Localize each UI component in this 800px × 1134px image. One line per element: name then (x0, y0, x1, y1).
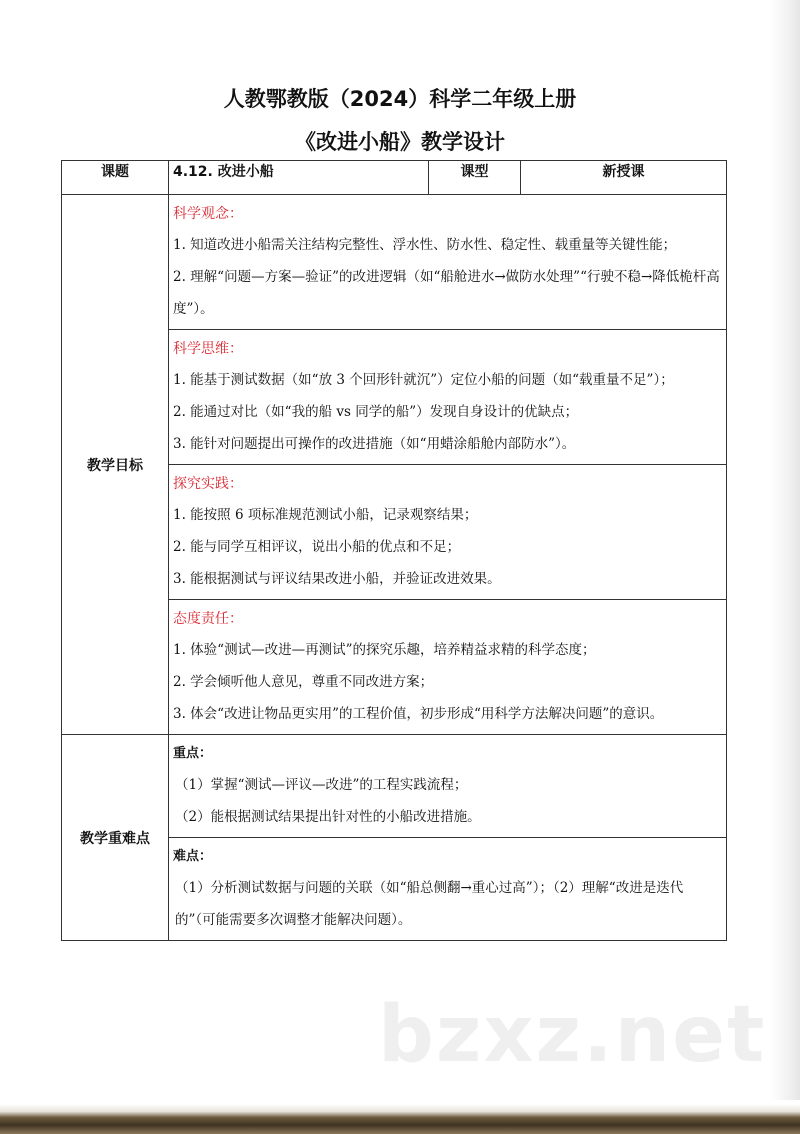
header-row (62, 161, 727, 195)
goals-row (62, 195, 727, 735)
page-edge-shadow (770, 0, 800, 1100)
list-item: 1. 能按照 6 项标准规范测试小船，记录观察结果； (173, 507, 478, 523)
list-item: 3. 体会“改进让物品更实用”的工程价值，初步形成“用科学方法解决问题”的意识。 (173, 706, 664, 722)
list-item: 2. 能通过对比（如“我的船 vs 同学的船”）发现自身设计的优缺点； (173, 404, 579, 420)
list-item: 2. 学会倾听他人意见，尊重不同改进方案； (173, 674, 434, 690)
goal-section-practice (169, 465, 726, 600)
goals-content (169, 195, 727, 735)
lesson-plan-table (61, 160, 727, 941)
keypoint-section-difficulty (169, 838, 726, 940)
goal-section-thinking (169, 330, 726, 465)
keypoint-section-focus (169, 735, 726, 838)
section-title: 科学思维： (173, 341, 243, 357)
list-item: （1）掌握“测试—评议—改进”的工程实践流程； (175, 777, 468, 793)
list-item: 1. 知道改进小船需关注结构完整性、浮水性、防水性、稳定性、载重量等关键性能； (173, 237, 677, 253)
list-item: 1. 体验“测试—改进—再测试”的探究乐趣，培养精益求精的科学态度； (173, 642, 596, 658)
list-item: 2. 理解“问题—方案—验证”的改进逻辑（如“船舱进水→做防水处理”“行驶不稳→降低桅杆高度”）。 (173, 269, 720, 317)
list-item: 1. 能基于测试数据（如“放 3 个回形针就沉”）定位小船的问题（如“载重量不足”）； (173, 372, 674, 388)
goal-section-attitude (169, 600, 726, 734)
keypoints-content (169, 735, 727, 941)
type-value: 新授课 (521, 161, 727, 195)
goals-label: 教学目标 (62, 195, 169, 735)
section-title: 科学观念： (173, 206, 243, 222)
list-item: （1）分析测试数据与问题的关联（如“船总侧翻→重心过高”）；（2）理解“改进是迭代的”（可能需要多次调整才能解决问题）。 (175, 880, 684, 928)
list-item: 2. 能与同学互相评议，说出小船的优点和不足； (173, 539, 461, 555)
section-title: 态度责任： (173, 611, 243, 627)
keypoints-label: 教学重难点 (62, 735, 169, 941)
document-subtitle: 《改进小船》教学设计 (295, 130, 505, 154)
type-label: 课型 (429, 161, 521, 195)
watermark: bzxz.net (378, 990, 767, 1080)
list-item: （2）能根据测试结果提出针对性的小船改进措施。 (175, 809, 481, 825)
background-texture-strip (0, 1104, 800, 1134)
keypoints-row (62, 735, 727, 941)
document-title: 人教鄂教版（2024）科学二年级上册 (223, 87, 577, 111)
section-title: 探究实践： (173, 476, 243, 492)
section-title: 重点： (173, 746, 213, 761)
topic-value: 4.12. 改进小船 (169, 161, 429, 195)
list-item: 3. 能根据测试与评议结果改进小船，并验证改进效果。 (173, 571, 501, 587)
goal-section-concept (169, 195, 726, 330)
topic-label: 课题 (62, 161, 169, 195)
section-title: 难点： (173, 849, 213, 864)
list-item: 3. 能针对问题提出可操作的改进措施（如“用蜡涂船舱内部防水”）。 (173, 436, 576, 452)
